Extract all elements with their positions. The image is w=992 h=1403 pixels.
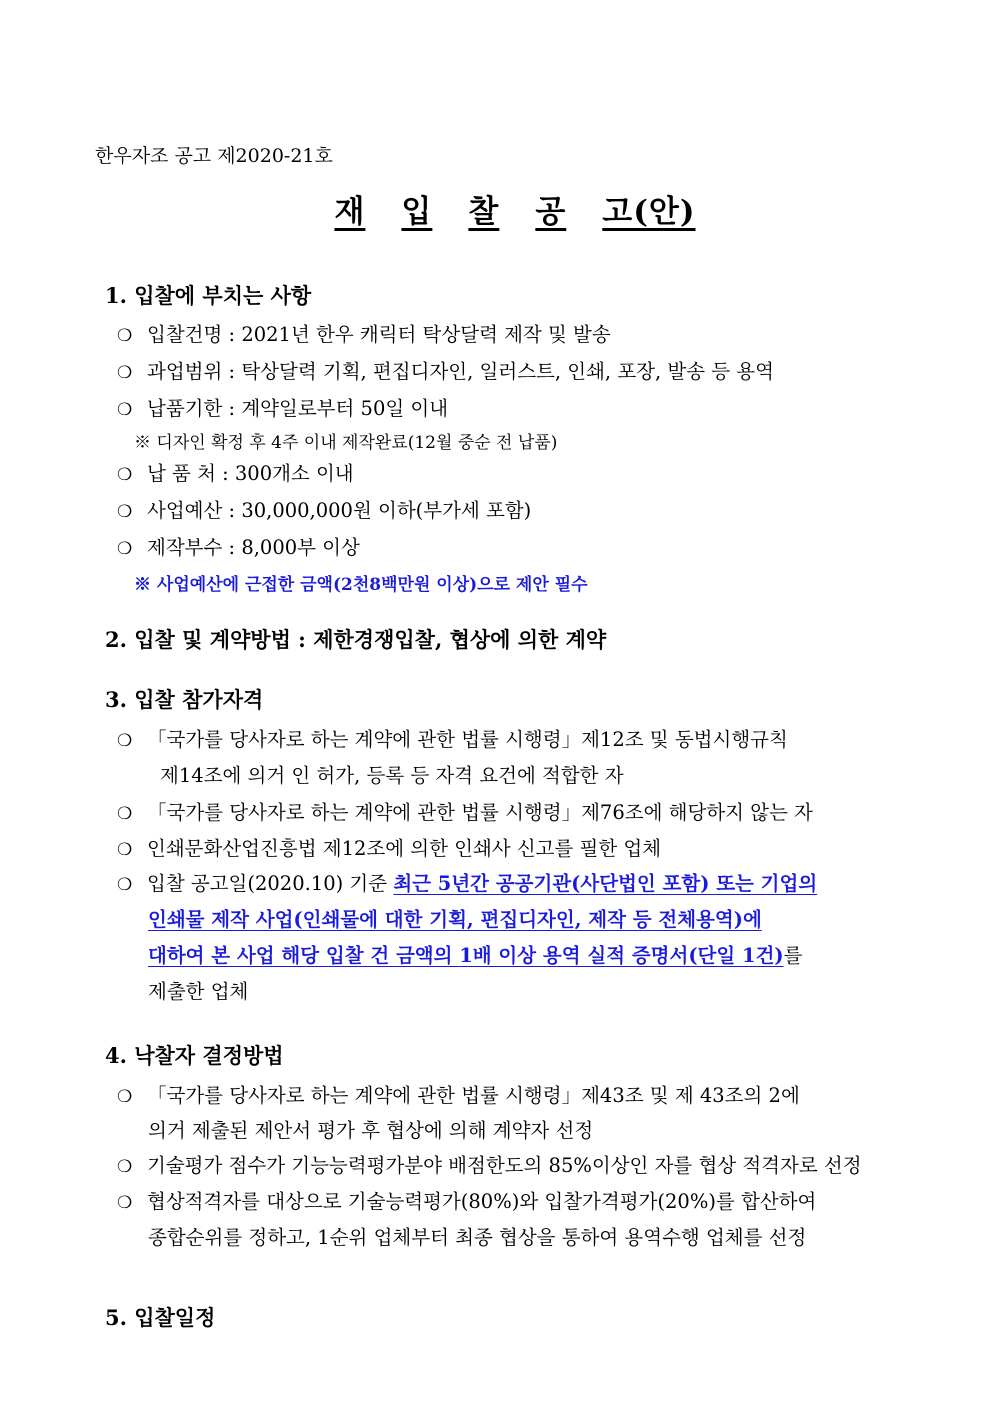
experience-requirement-highlight: 대하여 본 사업 해당 입찰 건 금액의 1배 이상 용역 실적 증명서(단일 1건) <box>148 944 784 967</box>
list-item: ❍ 협상적격자를 대상으로 기술능력평가(80%)와 입찰가격평가(20%)를 합산하여 <box>117 1190 817 1213</box>
bullet-icon: ❍ <box>117 326 133 346</box>
list-item: ❍ 과업범위 : 탁상달력 기획, 편집디자인, 일러스트, 인쇄, 포장, 발송 등 용역 <box>117 360 774 383</box>
bullet-icon: ❍ <box>117 465 133 485</box>
experience-requirement-highlight: 인쇄물 제작 사업(인쇄물에 대한 기획, 편집디자인, 제작 등 전체용역)에 <box>148 908 762 931</box>
bullet-icon: ❍ <box>117 731 133 751</box>
bullet-icon: ❍ <box>117 1087 133 1107</box>
list-item: ❍ 「국가를 당사자로 하는 계약에 관한 법률 시행령」제76조에 해당하지 않는 자 <box>117 801 813 824</box>
list-item: ❍ 기술평가 점수가 기능능력평가분야 배점한도의 85%이상인 자를 협상 적격자로 선정 <box>117 1154 862 1177</box>
notice-number: 한우자조 공고 제2020-21호 <box>95 145 333 167</box>
list-item-continuation: 종합순위를 정하고, 1순위 업체부터 최종 협상을 통하여 용역수행 업체를 선정 <box>148 1226 807 1249</box>
title-char: 찰 <box>468 194 500 230</box>
list-item: ❍ 인쇄문화산업진흥법 제12조에 의한 인쇄사 신고를 필한 업체 <box>117 837 662 860</box>
list-item-continuation: 제14조에 의거 인 허가, 등록 등 자격 요건에 적합한 자 <box>160 764 624 787</box>
section-heading-5: 5. 입찰일정 <box>105 1305 216 1330</box>
list-item: ❍ 「국가를 당사자로 하는 계약에 관한 법률 시행령」제12조 및 동법시행규칙 <box>117 728 788 751</box>
delivery-note: ※ 디자인 확정 후 4주 이내 제작완료(12월 중순 전 납품) <box>134 433 558 453</box>
bullet-icon: ❍ <box>117 804 133 824</box>
bullet-icon: ❍ <box>117 363 133 383</box>
list-item: ❍ 납품기한 : 계약일로부터 50일 이내 <box>117 397 449 420</box>
budget-requirement-note: ※ 사업예산에 근접한 금액(2천8백만원 이상)으로 제안 필수 <box>134 575 588 595</box>
title-char: 고(안) <box>602 194 696 230</box>
bullet-icon: ❍ <box>117 502 133 522</box>
bullet-icon: ❍ <box>117 1157 133 1177</box>
list-item: ❍ 납 품 처 : 300개소 이내 <box>117 462 354 485</box>
list-item: ❍ 입찰건명 : 2021년 한우 캐릭터 탁상달력 제작 및 발송 <box>117 323 611 346</box>
bullet-icon: ❍ <box>117 875 133 895</box>
list-item: ❍ 「국가를 당사자로 하는 계약에 관한 법률 시행령」제43조 및 제 43조의 2에 <box>117 1084 800 1107</box>
title-char: 공 <box>535 194 567 230</box>
bullet-icon: ❍ <box>117 400 133 420</box>
section-heading-3: 3. 입찰 참가자격 <box>105 687 264 712</box>
bullet-icon: ❍ <box>117 1193 133 1213</box>
list-item-continuation: 대하여 본 사업 해당 입찰 건 금액의 1배 이상 용역 실적 증명서(단일 1건)를 <box>148 944 803 967</box>
bullet-icon: ❍ <box>117 539 133 559</box>
list-item: ❍ 입찰 공고일(2020.10) 기준 최근 5년간 공공기관(사단법인 포함) 또는 기업의 <box>117 872 818 895</box>
list-item: ❍ 제작부수 : 8,000부 이상 <box>117 536 360 559</box>
list-item-continuation: 제출한 업체 <box>148 980 249 1003</box>
section-heading-2: 2. 입찰 및 계약방법 : 제한경쟁입찰, 협상에 의한 계약 <box>105 627 607 652</box>
document-title <box>0 186 992 231</box>
list-item: ❍ 사업예산 : 30,000,000원 이하(부가세 포함) <box>117 499 532 522</box>
experience-requirement-highlight: 최근 5년간 공공기관(사단법인 포함) 또는 기업의 <box>393 872 818 895</box>
section-heading-4: 4. 낙찰자 결정방법 <box>105 1043 284 1068</box>
list-item-continuation: 의거 제출된 제안서 평가 후 협상에 의해 계약자 선정 <box>148 1119 594 1142</box>
bullet-icon: ❍ <box>117 840 133 860</box>
title-char: 재 <box>334 194 366 230</box>
title-char: 입 <box>401 194 433 230</box>
section-heading-1: 1. 입찰에 부치는 사항 <box>105 283 312 308</box>
